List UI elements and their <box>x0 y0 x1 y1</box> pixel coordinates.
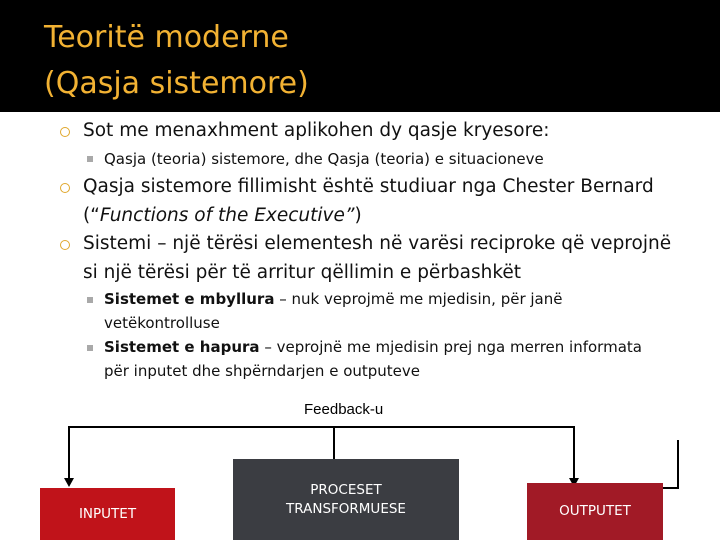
inputs-label: INPUTET <box>78 505 137 522</box>
outputs-box <box>527 483 663 540</box>
slide-title-line-1: Teoritë moderne <box>44 20 289 55</box>
process-label-line-2: TRANSFORMUESE <box>286 500 406 517</box>
bullet-text: Sistemi – një tërësi elementesh në varësi reciproke që veprojnë <box>83 233 672 254</box>
quote-close: ) <box>354 205 362 226</box>
sub-bullet-square-icon <box>87 156 93 162</box>
feedback-left-drop <box>68 426 70 480</box>
feedback-label: Feedback-u <box>304 401 384 418</box>
sub-bullet-text-continued: vetëkontrolluse <box>104 314 220 332</box>
output-return-line <box>677 440 679 488</box>
slide-title-line-2: (Qasja sistemore) <box>44 66 309 101</box>
bullet-text: Sot me menaxhment aplikohen dy qasje kryesore: <box>83 120 550 141</box>
sub-bullet-text <box>104 338 642 356</box>
process-label-line-1: PROCESET <box>310 481 382 498</box>
bullet-text: Qasja sistemore fillimisht është studiuar nga Chester Bernard <box>83 176 654 197</box>
quote-open: (“ <box>83 205 100 226</box>
outputs-label: OUTPUTET <box>559 503 631 519</box>
inputs-box <box>40 488 175 540</box>
book-title: Functions of the Executive” <box>99 205 355 226</box>
bullet-circle-icon <box>60 240 70 250</box>
closed-systems-def: – nuk veprojmë me mjedisin, për janë <box>274 290 563 308</box>
process-box <box>233 459 459 540</box>
feedback-right-drop <box>573 426 575 480</box>
title-bar <box>0 0 720 112</box>
arrow-down-icon <box>64 478 74 487</box>
closed-systems-term: Sistemet e mbyllura <box>104 290 275 308</box>
bullet-text-continued <box>83 205 362 226</box>
feedback-center-drop <box>333 426 335 459</box>
bullet-text-continued: si një tërësi për të arritur qëllimin e përbashkët <box>83 262 522 283</box>
sub-bullet-square-icon <box>87 297 93 303</box>
sub-bullet-text <box>104 290 562 308</box>
feedback-top-line <box>68 426 575 428</box>
sub-bullet-text-continued: për inputet dhe shpërndarjen e outputeve <box>104 362 421 380</box>
sub-bullet-square-icon <box>87 345 93 351</box>
sub-bullet-text: Qasja (teoria) sistemore, dhe Qasja (teoria) e situacioneve <box>104 150 544 168</box>
open-systems-term: Sistemet e hapura <box>104 338 260 356</box>
open-systems-def: – veprojnë me mjedisin prej nga merren informata <box>259 338 642 356</box>
bullet-circle-icon <box>60 183 70 193</box>
bullet-circle-icon <box>60 127 70 137</box>
